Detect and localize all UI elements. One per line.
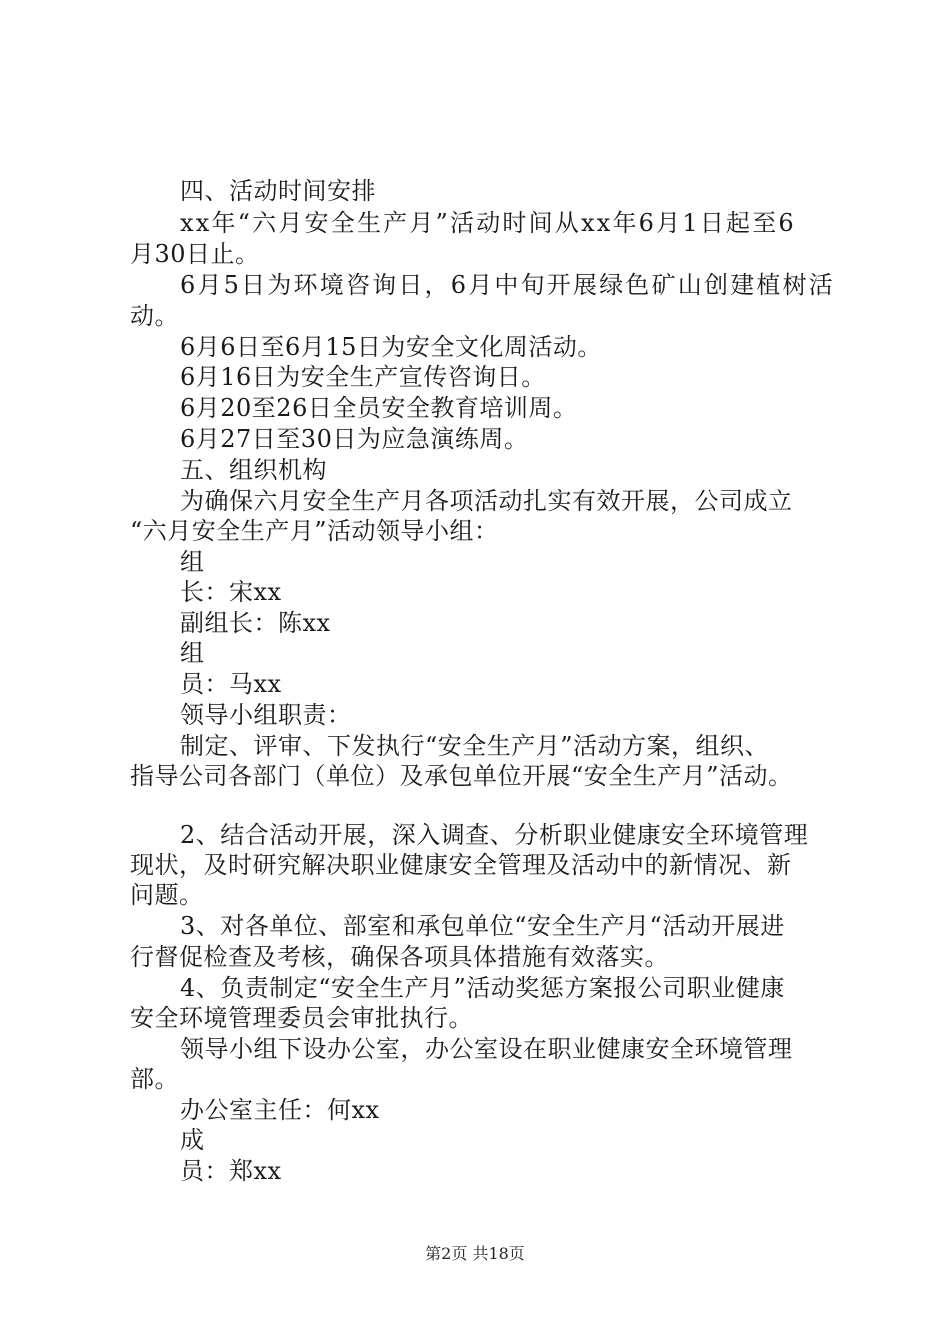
paragraph-line: 月30日止。 <box>130 240 260 268</box>
paragraph-line: 现状，及时研究解决职业健康安全管理及活动中的新情况、新 <box>130 851 792 879</box>
paragraph-line: 副组长：陈xx <box>180 609 331 637</box>
paragraph-line: 6月6日至6月15日为安全文化周活动。 <box>180 333 602 361</box>
paragraph-line: 6月20至26日全员安全教育培训周。 <box>180 394 578 422</box>
paragraph-line: 安全环境管理委员会审批执行。 <box>130 1004 473 1032</box>
section-heading-schedule: 四、活动时间安排 <box>180 177 376 205</box>
section-heading-organization: 五、组织机构 <box>180 456 327 484</box>
paragraph-line: 3、对各单位、部室和承包单位“安全生产月“活动开展进 <box>180 912 785 940</box>
paragraph-line: 行督促检查及考核，确保各项具体措施有效落实。 <box>130 943 669 971</box>
paragraph-line: 组 <box>180 548 205 576</box>
paragraph-line: 为确保六月安全生产月各项活动扎实有效开展，公司成立 <box>180 487 793 515</box>
paragraph-line: 办公室主任：何xx <box>180 1096 380 1124</box>
paragraph-line: 问题。 <box>130 881 204 909</box>
paragraph-line: 长：宋xx <box>180 578 282 606</box>
paragraph-line: 动。 <box>130 302 179 330</box>
page-footer: 第2页 共18页 <box>425 1244 525 1263</box>
paragraph-line: 成 <box>180 1126 205 1154</box>
paragraph-line: 制定、评审、下发执行“安全生产月”活动方案，组织、 <box>180 732 770 760</box>
paragraph-line: 6月5日为环境咨询日，6月中旬开展绿色矿山创建植树活 <box>180 271 836 299</box>
paragraph-line: xx年“六月安全生产月”活动时间从xx年6月1日起至6 <box>180 209 796 237</box>
paragraph-line: “六月安全生产月”活动领导小组： <box>130 517 499 545</box>
paragraph-line: 员：马xx <box>180 670 282 698</box>
paragraph-line: 领导小组下设办公室，办公室设在职业健康安全环境管理 <box>180 1035 793 1063</box>
paragraph-line: 4、负责制定“安全生产月”活动奖惩方案报公司职业健康 <box>180 974 785 1002</box>
paragraph-line: 6月16日为安全生产宣传咨询日。 <box>180 363 546 391</box>
paragraph-line: 组 <box>180 639 205 667</box>
paragraph-line: 2、结合活动开展，深入调查、分析职业健康安全环境管理 <box>180 821 809 849</box>
paragraph-line: 指导公司各部门（单位）及承包单位开展“安全生产月”活动。 <box>130 762 793 790</box>
paragraph-line: 领导小组职责： <box>180 701 352 729</box>
paragraph-line: 6月27日至30日为应急演练周。 <box>180 425 529 453</box>
paragraph-line: 部。 <box>130 1065 179 1093</box>
paragraph-line: 员：郑xx <box>180 1157 282 1185</box>
